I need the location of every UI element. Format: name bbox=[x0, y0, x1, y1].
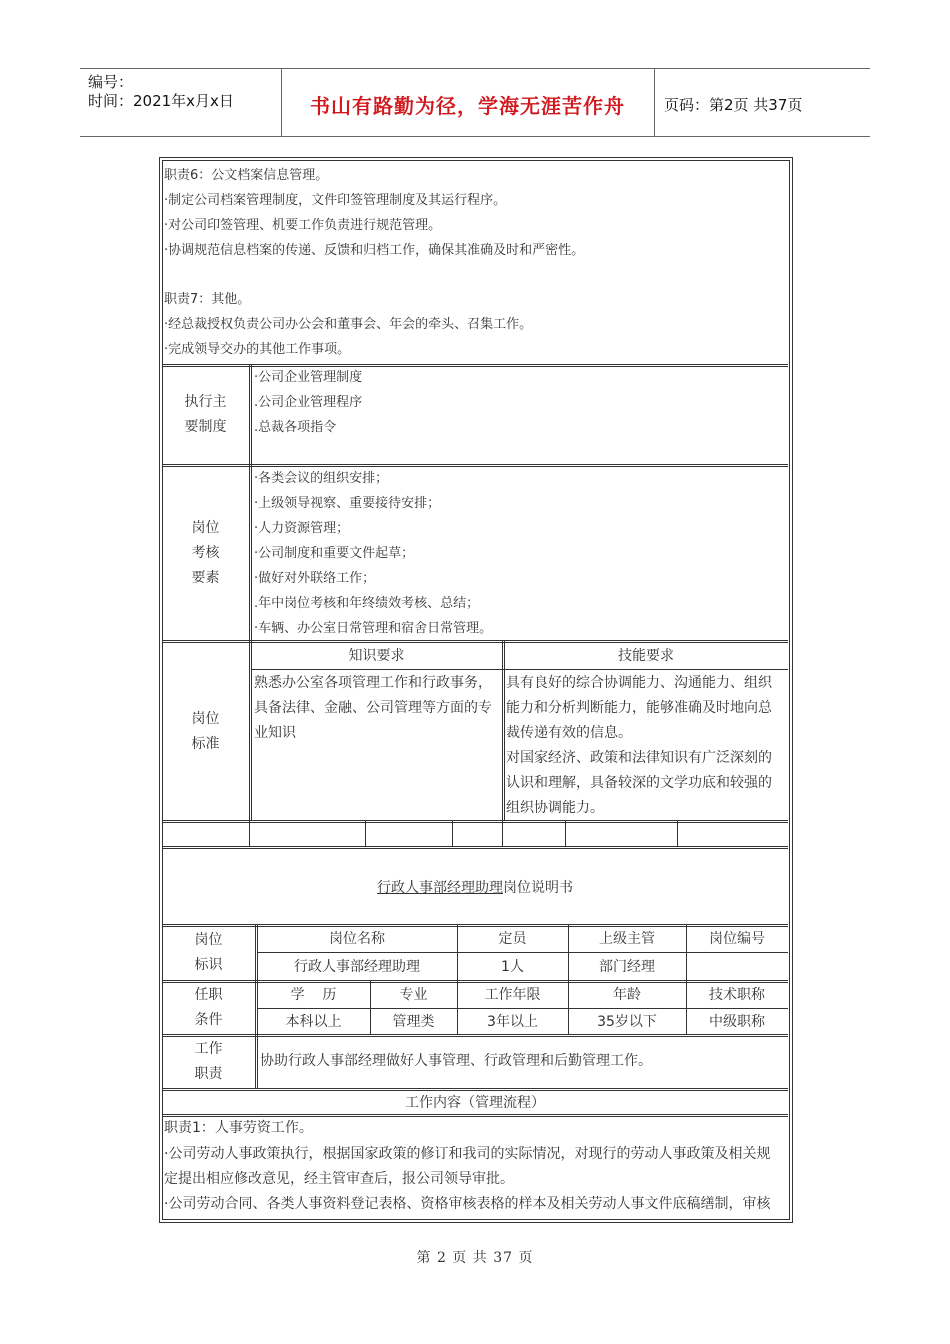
duty-line: ·协调规范信息档案的传递、反馈和归档工作，确保其准确及时和严密性。 bbox=[164, 243, 585, 258]
req-value-title: 中级职称 bbox=[709, 1014, 765, 1030]
req-value-education: 本科以上 bbox=[285, 1014, 342, 1030]
rule bbox=[162, 640, 788, 641]
header-divider-right bbox=[654, 68, 655, 136]
ident-value-quota: 1人 bbox=[501, 959, 524, 975]
assessment-item: ·人力资源管理； bbox=[254, 521, 350, 536]
assessment-label: 岗位 考核 要素 bbox=[191, 520, 220, 586]
ident-value-supervisor: 部门经理 bbox=[599, 959, 655, 975]
header-time-label: 时间：2021年x月x日 bbox=[88, 92, 234, 110]
duty-line: ·对公司印签管理、机要工作负责进行规范管理。 bbox=[164, 218, 442, 233]
rule-v bbox=[365, 820, 366, 846]
ident-label: 岗位 标识 bbox=[194, 932, 223, 973]
rule-v bbox=[255, 924, 256, 1088]
header-number-label: 编号： bbox=[88, 73, 134, 91]
rule bbox=[162, 364, 788, 365]
rule bbox=[162, 846, 788, 847]
req-value-major: 管理类 bbox=[392, 1014, 435, 1030]
work-content-line: 定提出相应修改意见，经主管审查后，报公司领导审批。 bbox=[164, 1171, 514, 1187]
standard-label: 岗位 标准 bbox=[191, 711, 220, 752]
rule bbox=[162, 464, 788, 465]
assessment-item: ·车辆、办公室日常管理和宿舍日常管理。 bbox=[254, 621, 493, 636]
requirements-label: 任职 条件 bbox=[194, 987, 223, 1028]
header-bottom-rule bbox=[80, 136, 870, 137]
assessment-item: ·公司制度和重要文件起草； bbox=[254, 546, 415, 561]
rule-v bbox=[677, 820, 678, 846]
position-description-title: 行政人事部经理助理岗位说明书 bbox=[377, 880, 573, 896]
ident-header-code: 岗位编号 bbox=[709, 931, 765, 947]
assessment-item: ·各类会议的组织安排； bbox=[254, 471, 389, 486]
req-header-age: 年龄 bbox=[613, 987, 641, 1003]
rule-v bbox=[502, 820, 503, 846]
work-content-line: 职责1：人事劳资工作。 bbox=[164, 1120, 313, 1136]
rule-v bbox=[452, 820, 453, 846]
rule-v bbox=[565, 820, 566, 846]
duty-line: 职责6：公文档案信息管理。 bbox=[164, 168, 329, 183]
ident-value-name: 行政人事部经理助理 bbox=[294, 959, 420, 975]
exec-system-item: ·公司企业管理制度 bbox=[254, 370, 363, 385]
duty-line: 职责7：其他。 bbox=[164, 292, 251, 307]
knowledge-header: 知识要求 bbox=[348, 648, 405, 664]
skill-header: 技能要求 bbox=[618, 648, 674, 664]
header-page-label: 页码：第2页 共37页 bbox=[664, 96, 803, 114]
duty-text: 协助行政人事部经理做好人事管理、行政管理和后勤管理工作。 bbox=[260, 1053, 652, 1069]
exec-system-label: 执行主 要制度 bbox=[184, 394, 227, 435]
work-content-line: ·公司劳动合同、各类人事资料登记表格、资格审核表格的样本及相关劳动人事文件底稿缮制，审核 bbox=[164, 1196, 771, 1212]
rule-v bbox=[249, 820, 250, 846]
duty-line: ·制定公司档案管理制度，文件印签管理制度及其运行程序。 bbox=[164, 193, 507, 208]
ident-header-quota: 定员 bbox=[498, 931, 527, 947]
duty-line: ·完成领导交办的其他工作事项。 bbox=[164, 342, 351, 357]
assessment-item: .年中岗位考核和年终绩效考核、总结； bbox=[254, 596, 480, 611]
req-value-age: 35岁以下 bbox=[597, 1014, 657, 1030]
ident-header-supervisor: 上级主管 bbox=[599, 931, 655, 947]
exec-system-item: .总裁各项指令 bbox=[254, 420, 337, 435]
skill-text: 具有良好的综合协调能力、沟通能力、组织 能力和分析判断能力，能够准确及时地向总 裁传递有效的信息。 对国家经济、政策和法律知识有广泛深刻的 认识和理解，具备较深的文学功底和较强的 组织协调能力。 bbox=[506, 675, 772, 816]
header-motto: 书山有路勤为径，学海无涯苦作舟 bbox=[310, 94, 625, 118]
rule-v bbox=[502, 640, 503, 820]
ident-header-name: 岗位名称 bbox=[329, 931, 385, 947]
req-header-major: 专业 bbox=[399, 987, 428, 1003]
assessment-item: ·上级领导视察、重要接待安排； bbox=[254, 496, 441, 511]
req-header-years: 工作年限 bbox=[484, 987, 541, 1003]
work-content-header: 工作内容（管理流程） bbox=[405, 1095, 545, 1111]
duty-label: 工作 职责 bbox=[194, 1041, 223, 1082]
req-header-education: 学 历 bbox=[290, 987, 337, 1003]
req-value-years: 3年以上 bbox=[487, 1014, 538, 1030]
duty-line: ·经总裁授权负责公司办公会和董事会、年会的牵头、召集工作。 bbox=[164, 317, 533, 332]
exec-system-item: .公司企业管理程序 bbox=[254, 395, 363, 410]
header-top-rule bbox=[80, 68, 870, 69]
req-header-title: 技术职称 bbox=[709, 987, 765, 1003]
rule-v bbox=[249, 364, 250, 820]
page-footer: 第 2 页 共 37 页 bbox=[416, 1250, 534, 1266]
assessment-item: ·做好对外联络工作； bbox=[254, 571, 376, 586]
knowledge-text: 熟悉办公室各项管理工作和行政事务， 具备法律、金融、公司管理等方面的专 业知识 bbox=[254, 675, 492, 741]
work-content-line: ·公司劳动人事政策执行，根据国家政策的修订和我司的实际情况，对现行的劳动人事政策及相关规 bbox=[164, 1146, 771, 1162]
